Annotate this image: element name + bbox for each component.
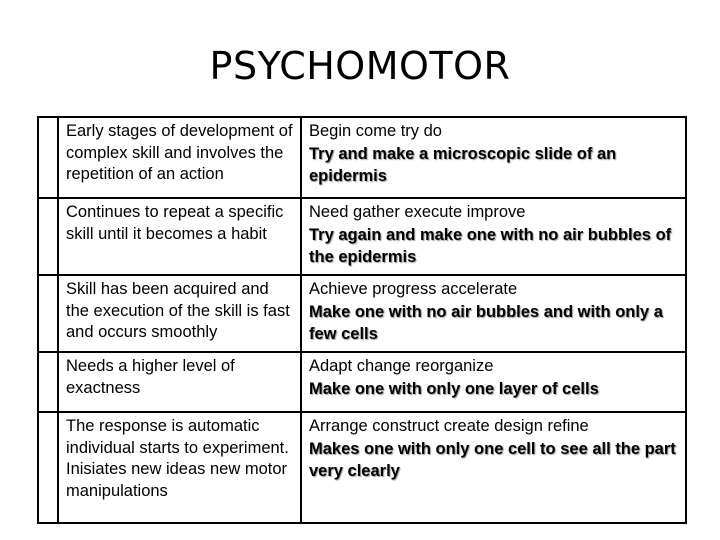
- stage-description-cell: Early stages of development of complex skill and involves the repetition of an action: [58, 117, 301, 198]
- action-verbs: Need gather execute improve: [309, 203, 526, 221]
- table-row: [38, 352, 686, 412]
- slide-title: PSYCHOMOTOR: [209, 44, 511, 88]
- action-verbs: Arrange construct create design refine: [309, 417, 589, 435]
- activity-cell: [301, 275, 686, 352]
- stage-description-cell: The response is automatic individual starts to experiment. Inisiates new ideas new motor manipulations: [58, 412, 301, 523]
- row-stub-cell: [38, 275, 58, 352]
- action-verbs: Achieve progress accelerate: [309, 280, 518, 298]
- psychomotor-table: [37, 116, 687, 524]
- activity-cell: [301, 198, 686, 275]
- row-stub-cell: [38, 412, 58, 523]
- row-stub-cell: [38, 352, 58, 412]
- table-row: [38, 117, 686, 198]
- activity-cell: [301, 412, 686, 523]
- example-activity: Try and make a microscopic slide of an epidermis: [309, 144, 617, 185]
- action-verbs: Adapt change reorganize: [309, 357, 494, 375]
- row-stub-cell: [38, 198, 58, 275]
- stage-description-cell: Continues to repeat a specific skill until it becomes a habit: [58, 198, 301, 275]
- action-verbs: Begin come try do: [309, 122, 442, 140]
- table-row: [38, 275, 686, 352]
- table-row: [38, 198, 686, 275]
- stage-description-cell: Needs a higher level of exactness: [58, 352, 301, 412]
- example-activity: Try again and make one with no air bubbles of the epidermis: [309, 225, 672, 266]
- activity-cell: [301, 117, 686, 198]
- example-activity: Make one with only one layer of cells: [309, 379, 599, 398]
- example-activity: Make one with no air bubbles and with only a few cells: [309, 302, 663, 343]
- example-activity: Makes one with only one cell to see all the part very clearly: [309, 439, 676, 480]
- table-row: [38, 412, 686, 523]
- stage-description-cell: Skill has been acquired and the execution of the skill is fast and occurs smoothly: [58, 275, 301, 352]
- activity-cell: [301, 352, 686, 412]
- row-stub-cell: [38, 117, 58, 198]
